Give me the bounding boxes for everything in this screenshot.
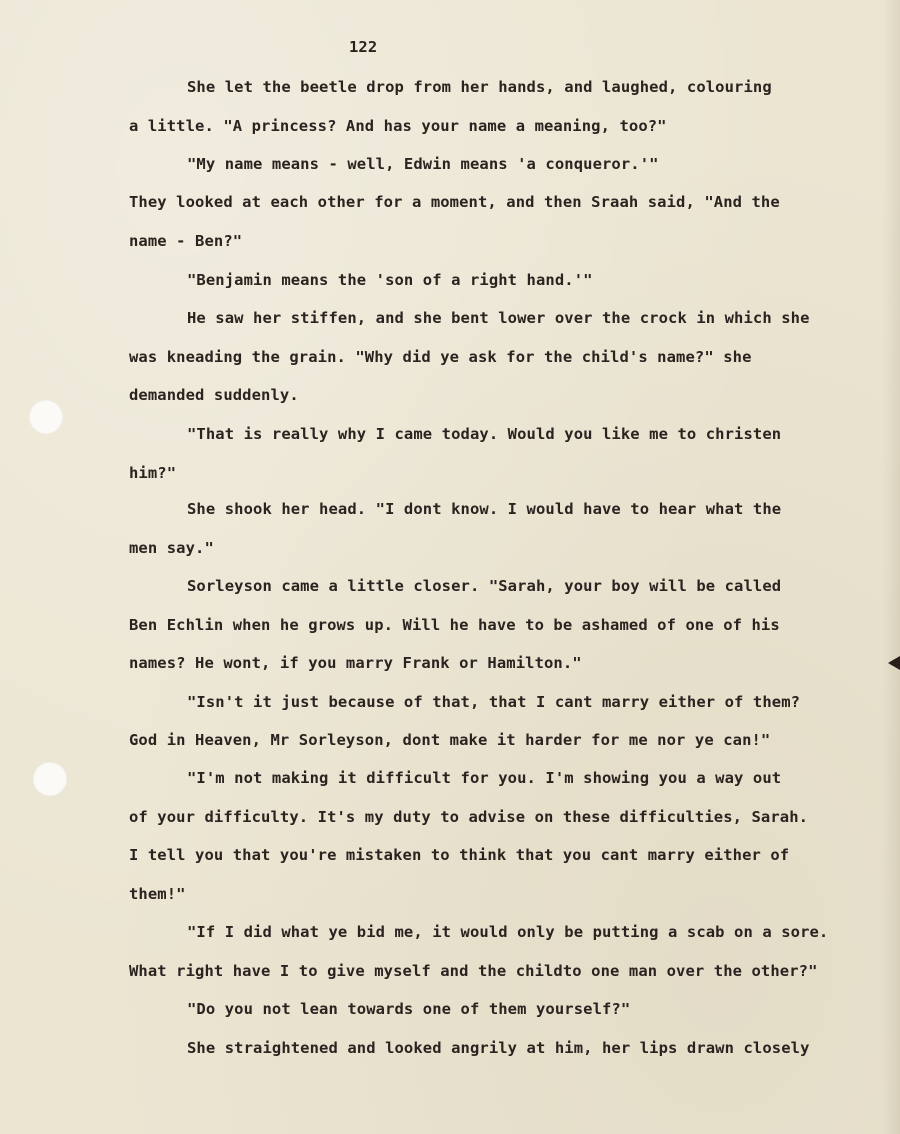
text-line: them!" (129, 885, 186, 903)
margin-arrow-mark (888, 656, 900, 670)
text-line: "Isn't it just because of that, that I cant marry either of them? (187, 693, 801, 711)
text-line: name - Ben?" (129, 232, 243, 250)
text-line: She straightened and looked angrily at him, her lips drawn closely (187, 1039, 810, 1057)
text-line: He saw her stiffen, and she bent lower over the crock in which she (187, 309, 810, 327)
text-line: Ben Echlin when he grows up. Will he have to be ashamed of one of his (129, 616, 780, 634)
text-line: was kneading the grain. "Why did ye ask for the child's name?" she (129, 348, 752, 366)
text-line: I tell you that you're mistaken to think that you cant marry either of (129, 846, 790, 864)
text-line: men say." (129, 539, 214, 557)
page-number: 122 (349, 38, 378, 56)
text-line: "Benjamin means the 'son of a right hand.'" (187, 271, 593, 289)
text-line: him?" (129, 464, 177, 482)
text-line: demanded suddenly. (129, 386, 299, 404)
text-line: of your difficulty. It's my duty to advise on these difficulties, Sarah. (129, 808, 809, 826)
text-line: "Do you not lean towards one of them yourself?" (187, 1000, 631, 1018)
text-line: "If I did what ye bid me, it would only be putting a scab on a sore. (187, 923, 829, 941)
punch-hole-upper (29, 400, 63, 434)
text-line: "That is really why I came today. Would you like me to christen (187, 425, 782, 443)
page-edge-shadow (882, 0, 900, 1134)
text-line: They looked at each other for a moment, and then Sraah said, "And the (129, 193, 780, 211)
text-line: "My name means - well, Edwin means 'a conqueror.'" (187, 155, 659, 173)
text-line: She let the beetle drop from her hands, and laughed, colouring (187, 78, 772, 96)
text-line: She shook her head. "I dont know. I would have to hear what the (187, 500, 782, 518)
text-line: God in Heaven, Mr Sorleyson, dont make it harder for me nor ye can!" (129, 731, 771, 749)
text-line: "I'm not making it difficult for you. I'm showing you a way out (187, 769, 782, 787)
text-line: names? He wont, if you marry Frank or Hamilton." (129, 654, 582, 672)
text-line: Sorleyson came a little closer. "Sarah, your boy will be called (187, 577, 782, 595)
text-line: a little. "A princess? And has your name a meaning, too?" (129, 117, 667, 135)
punch-hole-lower (33, 762, 67, 796)
text-line: What right have I to give myself and the childto one man over the other?" (129, 962, 818, 980)
